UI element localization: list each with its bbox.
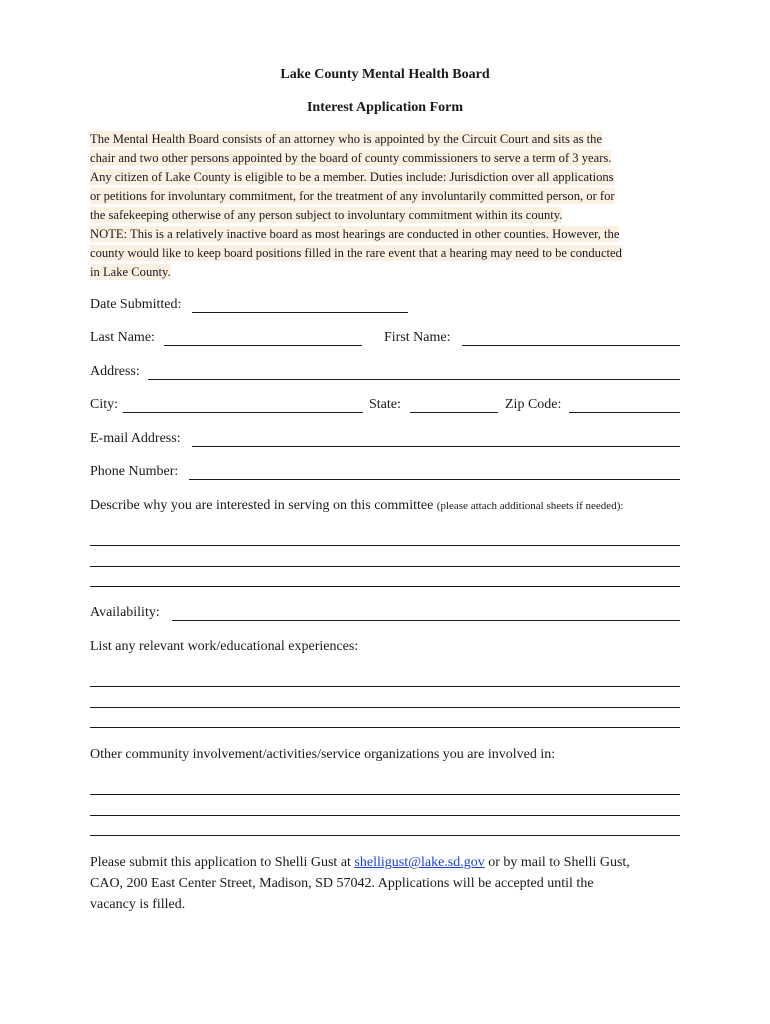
submission-text: Please submit this application to Shelli Gust at (90, 855, 355, 870)
intro-note-line: county would like to keep board positions filled in the rare event that a hearing may need to be conducted (90, 246, 622, 260)
community-answer-line-1[interactable] (90, 794, 680, 795)
phone-row (90, 464, 680, 484)
zip-code-field[interactable] (569, 412, 680, 413)
intro-line: Any citizen of Lake County is eligible to be a member. Duties include: Jurisdiction over all applications (90, 170, 614, 184)
experience-answer-line-1[interactable] (90, 686, 680, 687)
interest-answer-line-2[interactable] (90, 566, 680, 567)
form-title: Interest Application Form (306, 100, 464, 115)
date-submitted-row (90, 297, 680, 317)
state-field[interactable] (410, 412, 498, 413)
interest-question-label (90, 498, 623, 514)
intro-note-line: NOTE: This is a relatively inactive board as most hearings are conducted in other counties. However, the (90, 227, 620, 241)
phone-label: Phone Number: (90, 464, 179, 479)
interest-question-row (90, 498, 680, 518)
last-name-field[interactable] (164, 345, 362, 346)
intro-line: The Mental Health Board consists of an attorney who is appointed by the Circuit Court and sits as the (90, 132, 603, 146)
address-label: Address: (90, 364, 140, 379)
interest-answer-line-3[interactable] (90, 586, 680, 587)
last-name-label: Last Name: (90, 330, 155, 345)
intro-line: the safekeeping otherwise of any person subject to involuntary commitment within its county. (90, 208, 563, 222)
intro-line: chair and two other persons appointed by the board of county commissioners to serve a term of 3 years. (90, 151, 612, 165)
name-row (90, 330, 680, 350)
community-question-label: Other community involvement/activities/service organizations you are involved in: (90, 747, 556, 762)
submission-instructions (90, 852, 690, 915)
email-field[interactable] (192, 446, 680, 447)
intro-paragraph (90, 130, 682, 282)
intro-line: or petitions for involuntary commitment, for the treatment of any involuntarily committed person, or for (90, 189, 615, 203)
experience-question-row (90, 639, 680, 659)
community-answer-line-2[interactable] (90, 815, 680, 816)
experience-question-label: List any relevant work/educational experiences: (90, 639, 359, 654)
state-label: State: (369, 397, 401, 412)
first-name-label: First Name: (384, 330, 451, 345)
email-link[interactable]: shelligust@lake.sd.gov (354, 855, 485, 870)
community-answer-line-3[interactable] (90, 835, 680, 836)
availability-row (90, 605, 680, 625)
community-question-row (90, 747, 680, 767)
email-row (90, 431, 680, 451)
submission-text-cont: or by mail to Shelli Gust, (484, 855, 630, 870)
city-field[interactable] (123, 412, 363, 413)
availability-label: Availability: (90, 605, 160, 620)
interest-answer-line-1[interactable] (90, 545, 680, 546)
interest-question-note: (please attach additional sheets if needed): (436, 500, 624, 512)
date-submitted-field[interactable] (192, 312, 408, 313)
intro-note-line: in Lake County. (90, 265, 171, 279)
zip-code-label: Zip Code: (505, 397, 562, 412)
date-submitted-label: Date Submitted: (90, 297, 182, 312)
city-label: City: (90, 397, 119, 412)
phone-field[interactable] (189, 479, 680, 480)
first-name-field[interactable] (462, 345, 680, 346)
email-label: E-mail Address: (90, 431, 181, 446)
interest-question-text: Describe why you are interested in serving on this committee (90, 498, 434, 513)
org-title: Lake County Mental Health Board (280, 67, 490, 82)
address-field[interactable] (148, 379, 680, 380)
availability-field[interactable] (172, 620, 680, 621)
submission-deadline: vacancy is filled. (90, 897, 186, 912)
city-state-zip-row (90, 397, 680, 417)
experience-answer-line-2[interactable] (90, 707, 680, 708)
submission-address: CAO, 200 East Center Street, Madison, SD 57042. Applications will be accepted until the (90, 876, 594, 891)
experience-answer-line-3[interactable] (90, 727, 680, 728)
address-row (90, 364, 680, 384)
